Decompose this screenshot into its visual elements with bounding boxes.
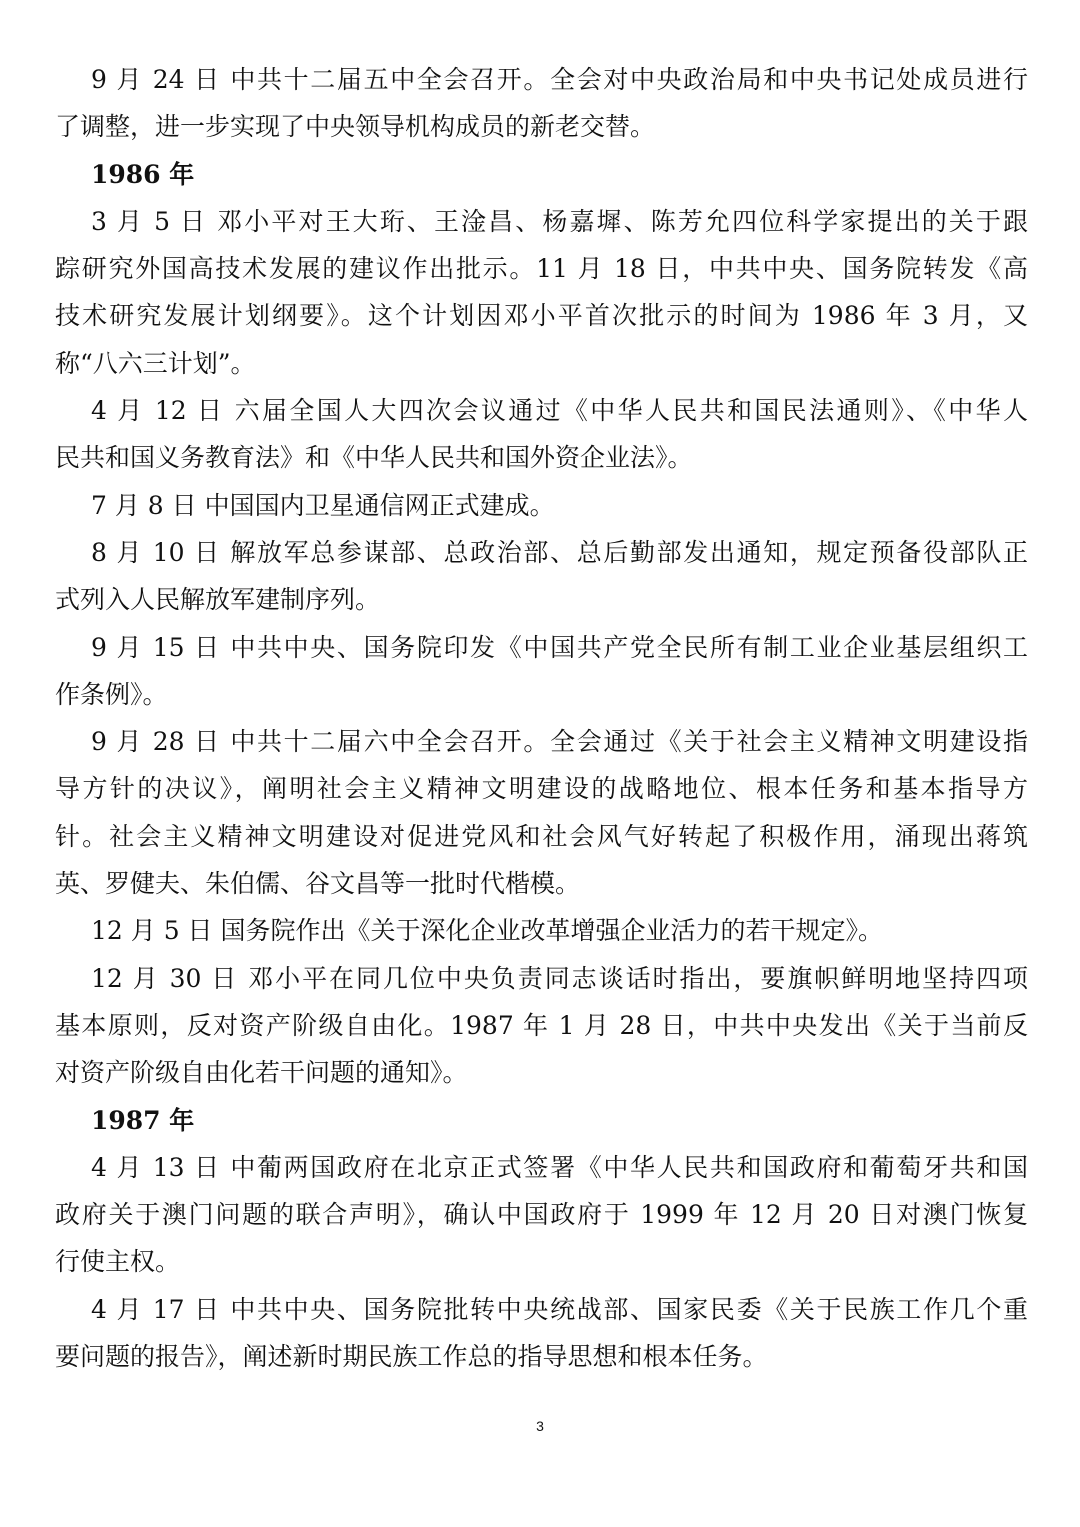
entry-line: 4 月 13 日 中葡两国政府在北京正式签署《中华人民共和国政府和葡萄牙共和国 <box>91 1152 1028 1182</box>
entry-line: 技术研究发展计划纲要》。这个计划因邓小平首次批示的时间为 1986 年 3 月，又 <box>55 301 1028 331</box>
entry-line: 式列入人民解放军建制序列。 <box>55 585 381 615</box>
entry-line: 称“八六三计划”。 <box>55 348 256 378</box>
entry-line: 4 月 12 日 六届全国人大四次会议通过《中华人民共和国民法通则》、《中华人 <box>91 396 1028 426</box>
entry-line: 基本原则，反对资产阶级自由化。1987 年 1 月 28 日，中共中央发出《关于当前反 <box>55 1010 1028 1040</box>
entry-line: 9 月 15 日 中共中央、国务院印发《中国共产党全民所有制工业企业基层组织工 <box>91 632 1028 662</box>
entry-line: 12 月 5 日 国务院作出《关于深化企业改革增强企业活力的若干规定》。 <box>91 916 884 946</box>
entry-line: 英、罗健夫、朱伯儒、谷文昌等一批时代楷模。 <box>55 869 581 899</box>
chronology-entry <box>55 955 1028 1097</box>
chronology-entry <box>55 529 1028 624</box>
entry-line: 8 月 10 日 解放军总参谋部、总政治部、总后勤部发出通知，规定预备役部队正 <box>91 537 1028 567</box>
page-number: 3 <box>536 1418 544 1434</box>
entry-line: 民共和国义务教育法》和《中华人民共和国外资企业法》。 <box>55 443 693 473</box>
entry-line: 对资产阶级自由化若干问题的通知》。 <box>55 1058 468 1088</box>
entry-line: 3 月 5 日 邓小平对王大珩、王淦昌、杨嘉墀、陈芳允四位科学家提出的关于跟 <box>91 206 1028 236</box>
chronology-entry <box>55 624 1028 719</box>
chronology-entry <box>55 718 1028 907</box>
chronology-entry <box>55 482 1028 529</box>
chronology-entry <box>55 56 1028 151</box>
entry-line: 9 月 24 日 中共十二届五中全会召开。全会对中央政治局和中央书记处成员进行 <box>91 65 1028 94</box>
entry-line: 针。社会主义精神文明建设对促进党风和社会风气好转起了积极作用，涌现出蒋筑 <box>55 821 1028 851</box>
document-body <box>55 56 1028 1380</box>
entry-line: 导方针的决议》，阐明社会主义精神文明建设的战略地位、根本任务和基本指导方 <box>55 774 1028 804</box>
entry-line: 9 月 28 日 中共十二届六中全会召开。全会通过《关于社会主义精神文明建设指 <box>91 727 1028 757</box>
entry-line: 12 月 30 日 邓小平在同几位中央负责同志谈话时指出，要旗帜鲜明地坚持四项 <box>91 963 1028 993</box>
chronology-entry <box>55 198 1028 387</box>
entry-line: 作条例》。 <box>55 679 168 709</box>
entry-line: 行使主权。 <box>55 1247 181 1277</box>
entry-line: 踪研究外国高技术发展的建议作出批示。11 月 18 日，中共中央、国务院转发《高 <box>55 254 1028 284</box>
entry-line: 4 月 17 日 中共中央、国务院批转中央统战部、国家民委《关于民族工作几个重 <box>91 1294 1028 1324</box>
chronology-entry <box>55 1144 1028 1286</box>
chronology-entry <box>55 1286 1028 1381</box>
year-heading: 1987 年 <box>91 1105 195 1135</box>
entry-line: 7 月 8 日 中国国内卫星通信网正式建成。 <box>91 490 555 520</box>
chronology-entry <box>55 907 1028 954</box>
chronology-entry <box>55 387 1028 482</box>
entry-line: 政府关于澳门问题的联合声明》，确认中国政府于 1999 年 12 月 20 日对澳门恢复 <box>55 1200 1028 1230</box>
entry-line: 要问题的报告》，阐述新时期民族工作总的指导思想和根本任务。 <box>55 1342 768 1372</box>
entry-line: 了调整，进一步实现了中央领导机构成员的新老交替。 <box>55 112 656 142</box>
year-heading: 1986 年 <box>91 159 195 189</box>
